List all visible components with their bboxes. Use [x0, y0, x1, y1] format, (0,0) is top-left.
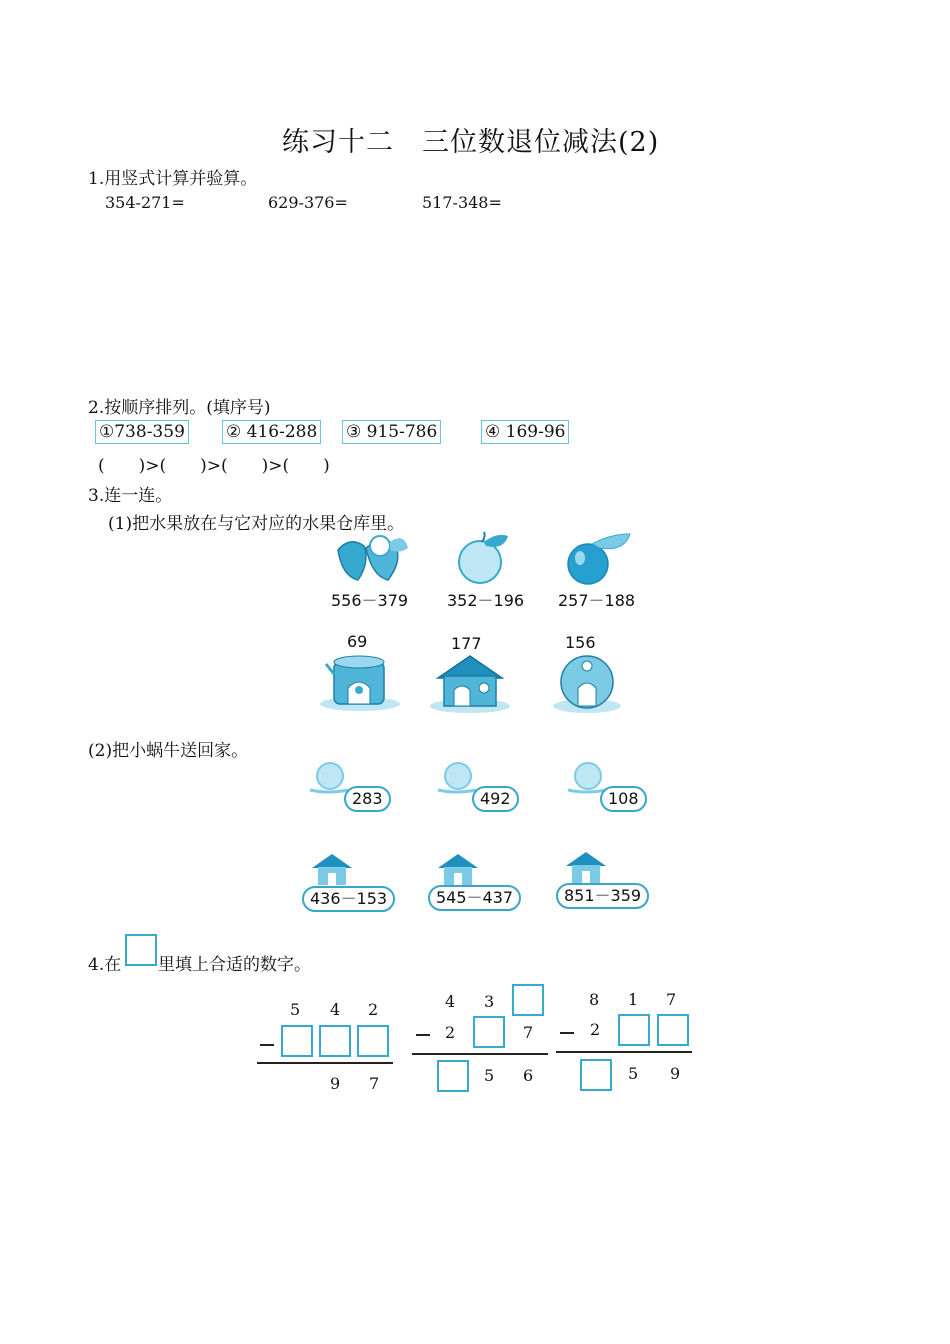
q2-prompt: 2.按顺序排列。(填序号) [88, 398, 271, 418]
house-icon [562, 850, 610, 884]
p3-top-digit: 8 [589, 990, 600, 1009]
minus-sign [560, 1032, 574, 1034]
p1-top-digit: 5 [290, 1000, 301, 1019]
q3-part1-prompt: (1)把水果放在与它对应的水果仓库里。 [108, 514, 405, 534]
q3-prompt: 3.连一连。 [88, 486, 173, 506]
cottage-house-icon [428, 652, 512, 714]
p3-bottom-digit: 5 [628, 1064, 639, 1083]
p3-blank-box[interactable] [580, 1059, 612, 1091]
snail-icon [436, 760, 478, 796]
p2-bottom-digit: 5 [484, 1066, 495, 1085]
p2-rule [412, 1053, 548, 1055]
house-expr-1: 436－153 [302, 886, 395, 912]
q1-expr-2: 629-376= [268, 193, 348, 212]
house-number-1: 69 [347, 632, 368, 651]
p1-blank-box[interactable] [357, 1025, 389, 1057]
fruit-expr-3: 257－188 [558, 591, 636, 610]
peach-icon [456, 530, 518, 586]
p1-blank-box[interactable] [319, 1025, 351, 1057]
p2-mid-digit: 7 [523, 1023, 534, 1042]
p2-bottom-digit: 6 [523, 1066, 534, 1085]
house-icon [308, 852, 356, 886]
q1-expr-1: 354-271= [105, 193, 185, 212]
fruit-expr-1: 556－379 [331, 591, 409, 610]
stump-house-icon [318, 652, 402, 712]
p2-mid-digit: 2 [445, 1023, 456, 1042]
page-title: 练习十二 三位数退位减法(2) [282, 127, 660, 158]
p3-bottom-digit: 9 [670, 1064, 681, 1083]
p3-blank-box[interactable] [618, 1014, 650, 1046]
p2-blank-box[interactable] [473, 1016, 505, 1048]
q2-order-line: ( )>( )>( )>( ) [98, 456, 330, 476]
q1-prompt: 1.用竖式计算并验算。 [88, 169, 258, 189]
q1-expr-3: 517-348= [422, 193, 502, 212]
p1-blank-box[interactable] [281, 1025, 313, 1057]
p1-top-digit: 4 [330, 1000, 341, 1019]
q2-option-2: ② 416-288 [222, 420, 321, 444]
snail-number-1: 283 [344, 786, 391, 812]
p2-blank-box[interactable] [437, 1060, 469, 1092]
p2-top-digit: 4 [445, 992, 456, 1011]
q2-option-1: ①738-359 [95, 420, 189, 444]
minus-sign [416, 1034, 430, 1036]
p3-mid-digit: 2 [590, 1020, 601, 1039]
fruit-expr-2: 352－196 [447, 591, 525, 610]
house-number-2: 177 [451, 634, 482, 653]
p1-bottom-digit: 9 [330, 1074, 341, 1093]
house-expr-2: 545－437 [428, 885, 521, 911]
snail-icon [308, 760, 350, 796]
q3-part2-prompt: (2)把小蜗牛送回家。 [88, 741, 249, 761]
q4-prompt-before: 4.在 [88, 955, 122, 975]
p2-top-digit: 3 [484, 992, 495, 1011]
p3-top-digit: 7 [666, 990, 677, 1009]
snail-number-2: 492 [472, 786, 519, 812]
house-number-3: 156 [565, 633, 596, 652]
q4-prompt-after: 里填上合适的数字。 [158, 955, 311, 975]
p3-top-digit: 1 [628, 990, 639, 1009]
p2-blank-box[interactable] [512, 984, 544, 1016]
q2-option-3: ③ 915-786 [342, 420, 441, 444]
q2-option-4: ④ 169-96 [481, 420, 569, 444]
prompt-box [125, 934, 157, 966]
house-expr-3: 851－359 [556, 883, 649, 909]
p1-bottom-digit: 7 [369, 1074, 380, 1093]
strawberry-icon [330, 532, 410, 587]
p1-top-digit: 2 [368, 1000, 379, 1019]
p1-rule [257, 1062, 393, 1064]
apple-icon [566, 530, 636, 586]
apple-house-icon [550, 652, 624, 714]
p3-rule [556, 1051, 692, 1053]
minus-sign [260, 1044, 274, 1046]
snail-number-3: 108 [600, 786, 647, 812]
house-icon [434, 852, 482, 886]
p3-blank-box[interactable] [657, 1014, 689, 1046]
